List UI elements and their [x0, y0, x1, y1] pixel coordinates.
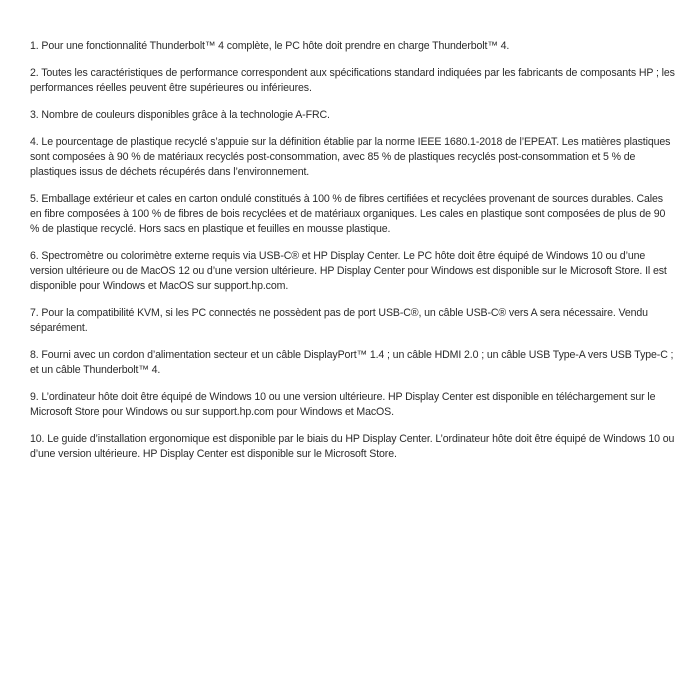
footnote-2: 2. Toutes les caractéristiques de performance correspondent aux spécifications standard indiquées par les fabricants de composants HP ; les performances réelles peuvent être supérieures ou inférieures. [30, 67, 675, 94]
footnote-1: 1. Pour une fonctionnalité Thunderbolt™ 4 complète, le PC hôte doit prendre en charge Thunderbolt™ 4. [30, 40, 510, 52]
footnote-4: 4. Le pourcentage de plastique recyclé s’appuie sur la définition établie par la norme IEEE 1680.1-2018 de l’EPEAT. Les matières plastiques sont composées à 90 % de matériaux recyclés post-consommation, avec 85 % de plastiques recyclés post-consommation et 5 % de plastiques issus de déchets récupérés dans l’environnement. [30, 136, 671, 178]
footnote-7: 7. Pour la compatibilité KVM, si les PC connectés ne possèdent pas de port USB-C®, un câble USB-C® vers A sera nécessaire. Vendu séparément. [30, 307, 648, 334]
footnote-9: 9. L’ordinateur hôte doit être équipé de Windows 10 ou une version ultérieure. HP Display Center est disponible en téléchargement sur le Microsoft Store pour Windows ou sur support.hp.com pour Windows et MacOS. [30, 391, 656, 418]
footnote-10: 10. Le guide d’installation ergonomique est disponible par le biais du HP Display Center. L’ordinateur hôte doit être équipé de Windows 10 ou d’une version ultérieure. HP Display Center est disponible sur le Microsoft Store. [30, 433, 675, 460]
footnote-5: 5. Emballage extérieur et cales en carton ondulé constitués à 100 % de fibres certifiées et recyclées provenant de sources durables. Cales en fibre composées à 100 % de fibres de bois recyclées et de matériaux organiques. Les cales en plastique sont composées de plus de 90 % de plastique recyclé. Hors sacs en plastique et feuilles en mousse plastique. [30, 193, 666, 235]
footnotes-list [30, 39, 675, 462]
footnote-3: 3. Nombre de couleurs disponibles grâce à la technologie A-FRC. [30, 109, 330, 121]
footnote-6: 6. Spectromètre ou colorimètre externe requis via USB-C® et HP Display Center. Le PC hôte doit être équipé de Windows 10 ou d’une version ultérieure ou de MacOS 12 ou d’une version ultérieure. HP Display Center pour Windows est disponible sur le Microsoft Store. Il est disponible pour Windows et MacOS sur support.hp.com. [30, 250, 667, 292]
footnote-8: 8. Fourni avec un cordon d’alimentation secteur et un câble DisplayPort™ 1.4 ; un câble HDMI 2.0 ; un câble USB Type-A vers USB Type-C ; et un câble Thunderbolt™ 4. [30, 349, 674, 376]
